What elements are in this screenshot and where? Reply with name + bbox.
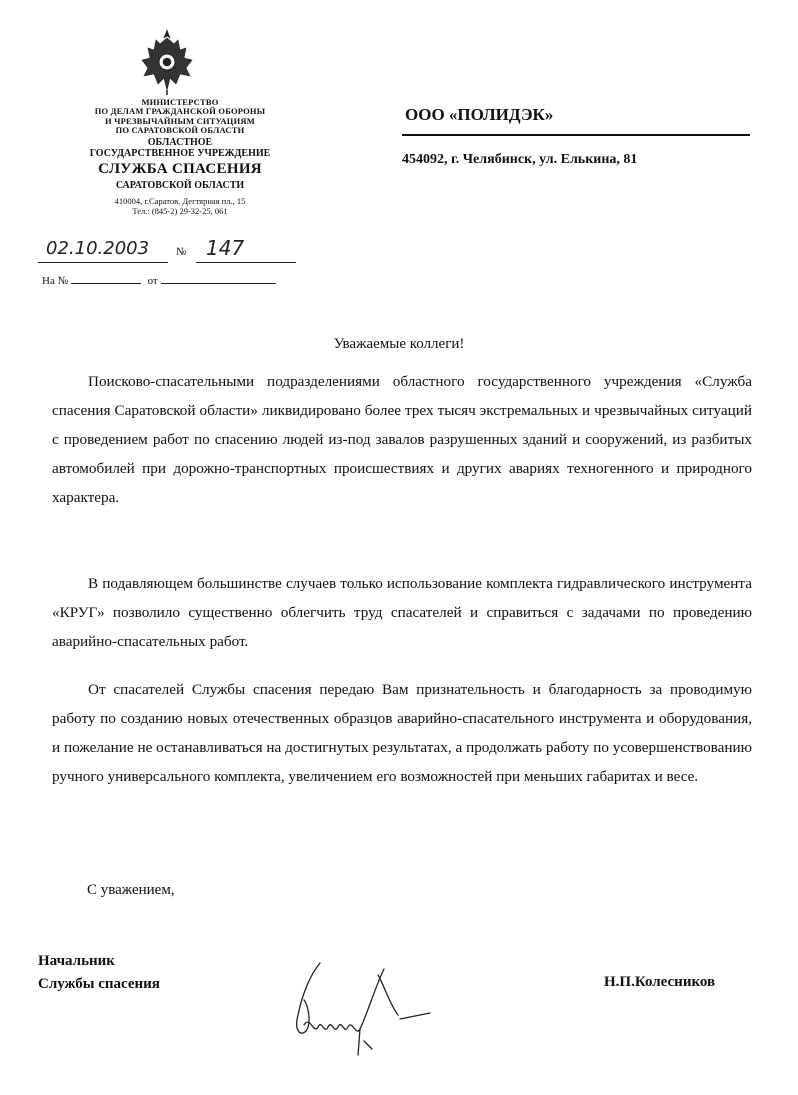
from-label: от: [147, 275, 158, 287]
recipient-rule: [402, 134, 750, 136]
institution-line: ОБЛАСТНОЕ: [147, 137, 213, 149]
registration-date: 02.10.2003: [46, 238, 150, 259]
ministry-line: ПО САРАТОВСКОЙ ОБЛАСТИ: [115, 125, 245, 136]
date-underline: [38, 262, 168, 263]
sender-address: 410004, г.Саратов, Дегтярная пл., 15: [114, 195, 246, 206]
ministry-line: И ЧРЕЗВЫЧАЙНЫМ СИТУАЦИЯМ: [105, 115, 255, 126]
registration-number-label: №: [176, 246, 187, 258]
signatory-title-line: Службы спасения: [38, 976, 160, 992]
ministry-line: ПО ДЕЛАМ ГРАЖДАНСКОЙ ОБОРОНЫ: [94, 106, 266, 117]
sender-phone: Тел.: (845-2) 29-32-25, 061: [132, 206, 228, 217]
reference-blank: [71, 272, 141, 284]
reference-line: [42, 272, 276, 287]
emblem-icon: [140, 28, 194, 96]
signatory-name: Н.П.Колесников: [604, 974, 716, 990]
signatory-title-line: Начальник: [38, 953, 115, 969]
organization-name: СЛУЖБА СПАСЕНИЯ: [98, 161, 262, 178]
ministry-line: МИНИСТЕРСТВО: [141, 97, 219, 107]
handwritten-signature: [280, 945, 440, 1065]
registration-line: [38, 236, 298, 264]
closing-phrase: С уважением,: [87, 882, 175, 898]
organization-region: САРАТОВСКОЙ ОБЛАСТИ: [115, 179, 245, 191]
body-paragraph: В подавляющем большинстве случаев только использование комплекта гидравлического инструмента «КРУГ» позволило существенно облегчить труд спасателей и справиться с задачами по проведению аварийно-спасательных работ.: [52, 575, 752, 650]
reference-label: На №: [42, 275, 69, 287]
recipient-name: ООО «ПОЛИДЭК»: [405, 105, 554, 124]
from-blank: [161, 272, 276, 284]
signatory-title: [38, 950, 160, 996]
institution-line: ГОСУДАРСТВЕННОЕ УЧРЕЖДЕНИЕ: [89, 148, 271, 160]
greeting: Уважаемые коллеги!: [333, 336, 465, 352]
registration-number: 147: [206, 236, 245, 260]
sender-header: [60, 98, 300, 217]
body-paragraph: От спасателей Службы спасения передаю Вам признательность и благодарность за проводимую работу по созданию новых отечественных образцов аварийно-спасательного инструмента и оборудования, и пожелание не останавливаться на достигнутых результатах, а продолжать работу по усовершенствованию ручного универсального комплекта, увеличением его возможностей при меньших габаритах и весе.: [52, 681, 752, 785]
recipient-address: 454092, г. Челябинск, ул. Елькина, 81: [402, 152, 638, 167]
number-underline: [196, 262, 296, 263]
body-paragraph: Поисково-спасательными подразделениями областного государственного учреждения «Служба спасения Саратовской области» ликвидировано более трех тысяч экстремальных и чрезвычайных ситуаций с проведением работ по спасению людей из-под завалов разрушенных зданий и сооружений, из разбитых автомобилей при дорожно-транспортных происшествиях и других авариях техногенного и природного характера.: [52, 373, 752, 506]
